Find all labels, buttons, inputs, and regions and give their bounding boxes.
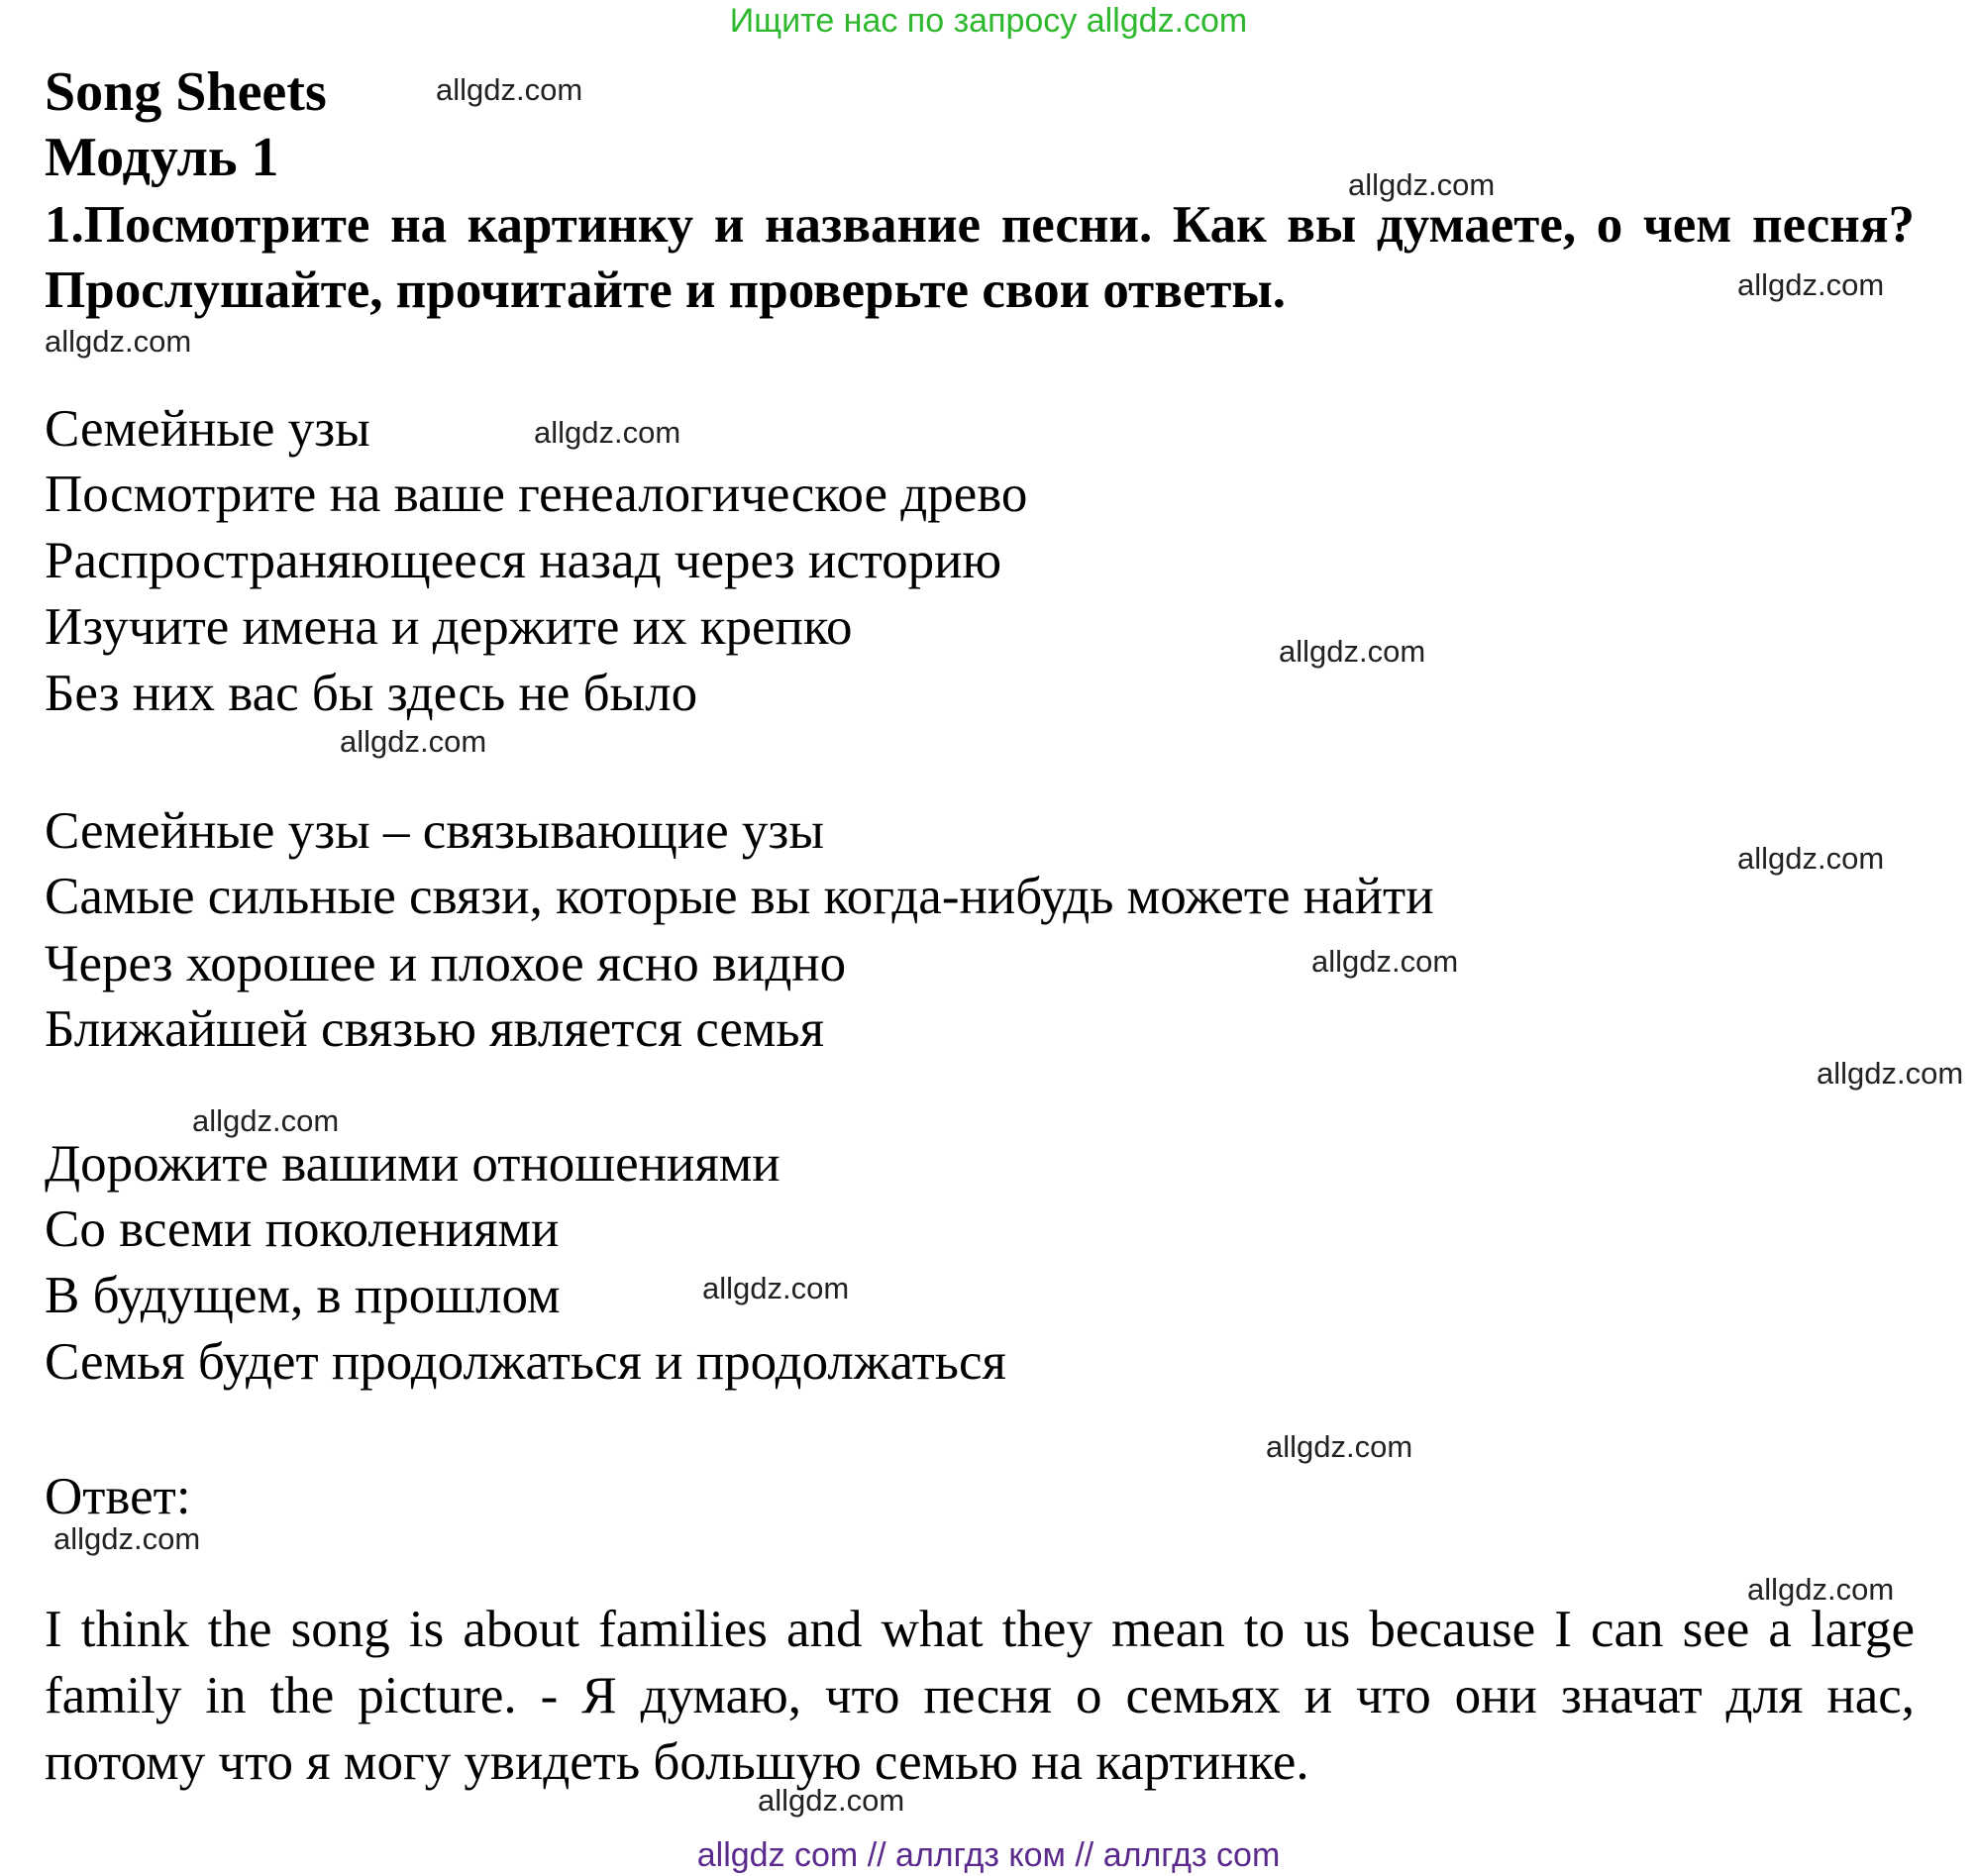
lyric-line: Изучите имена и держите их крепко (45, 598, 853, 656)
lyric-line: В будущем, в прошлом (45, 1267, 561, 1324)
watermark: allgdz.com (192, 1103, 340, 1138)
lyric-line: Дорожите вашими отношениями (45, 1135, 780, 1193)
lyric-line: Со всеми поколениями (45, 1200, 560, 1258)
watermark: allgdz.com (702, 1271, 850, 1305)
answer-label: Ответ: (45, 1468, 191, 1525)
watermark: allgdz.com (534, 415, 681, 450)
watermark: allgdz.com (53, 1521, 201, 1556)
footer-links[interactable]: allgdz com // аллгдз ком // аллгдз com (696, 1836, 1281, 1874)
lyric-line: Через хорошее и плохое ясно видно (45, 935, 847, 992)
lyric-line: Семья будет продолжаться и продолжаться (45, 1333, 1006, 1391)
watermark: allgdz.com (1266, 1429, 1413, 1464)
answer-text: I think the song is about families and what they mean to us because I can see a large family in the picture. - Я думаю, что песня о семьях и что они значат для нас, потому что я могу увидеть большую семью на картинке. (45, 1601, 1915, 1791)
module-heading: Модуль 1 (45, 127, 279, 188)
watermark: allgdz.com (436, 72, 583, 107)
search-banner[interactable]: Ищите нас по запросу allgdz.com (729, 2, 1248, 40)
lyric-line: Распространяющееся назад через историю (45, 532, 1002, 589)
watermark: allgdz.com (1737, 267, 1885, 302)
watermark: allgdz.com (340, 724, 487, 759)
watermark: allgdz.com (1279, 634, 1426, 669)
watermark: allgdz.com (45, 324, 192, 359)
watermark: allgdz.com (1747, 1572, 1895, 1607)
lyric-line: Самые сильные связи, которые вы когда-нибудь можете найти (45, 868, 1434, 925)
watermark: allgdz.com (1817, 1056, 1964, 1091)
watermark: allgdz.com (1737, 841, 1885, 876)
watermark: allgdz.com (1348, 167, 1496, 202)
lyric-line: Семейные узы – связывающие узы (45, 802, 824, 860)
page-title: Song Sheets (45, 61, 327, 123)
watermark: allgdz.com (1311, 944, 1459, 979)
lyric-line: Без них вас бы здесь не было (45, 665, 698, 722)
lyric-line: Посмотрите на ваше генеалогическое древо (45, 466, 1028, 523)
task-instruction: 1.Посмотрите на картинку и название песни. Как вы думаете, о чем песня? Прослушайте, прочитайте и проверьте свои ответы. (45, 196, 1915, 319)
lyric-line: Ближайшей связью является семья (45, 1000, 824, 1058)
lyric-line: Семейные узы (45, 400, 370, 458)
watermark: allgdz.com (758, 1783, 905, 1818)
